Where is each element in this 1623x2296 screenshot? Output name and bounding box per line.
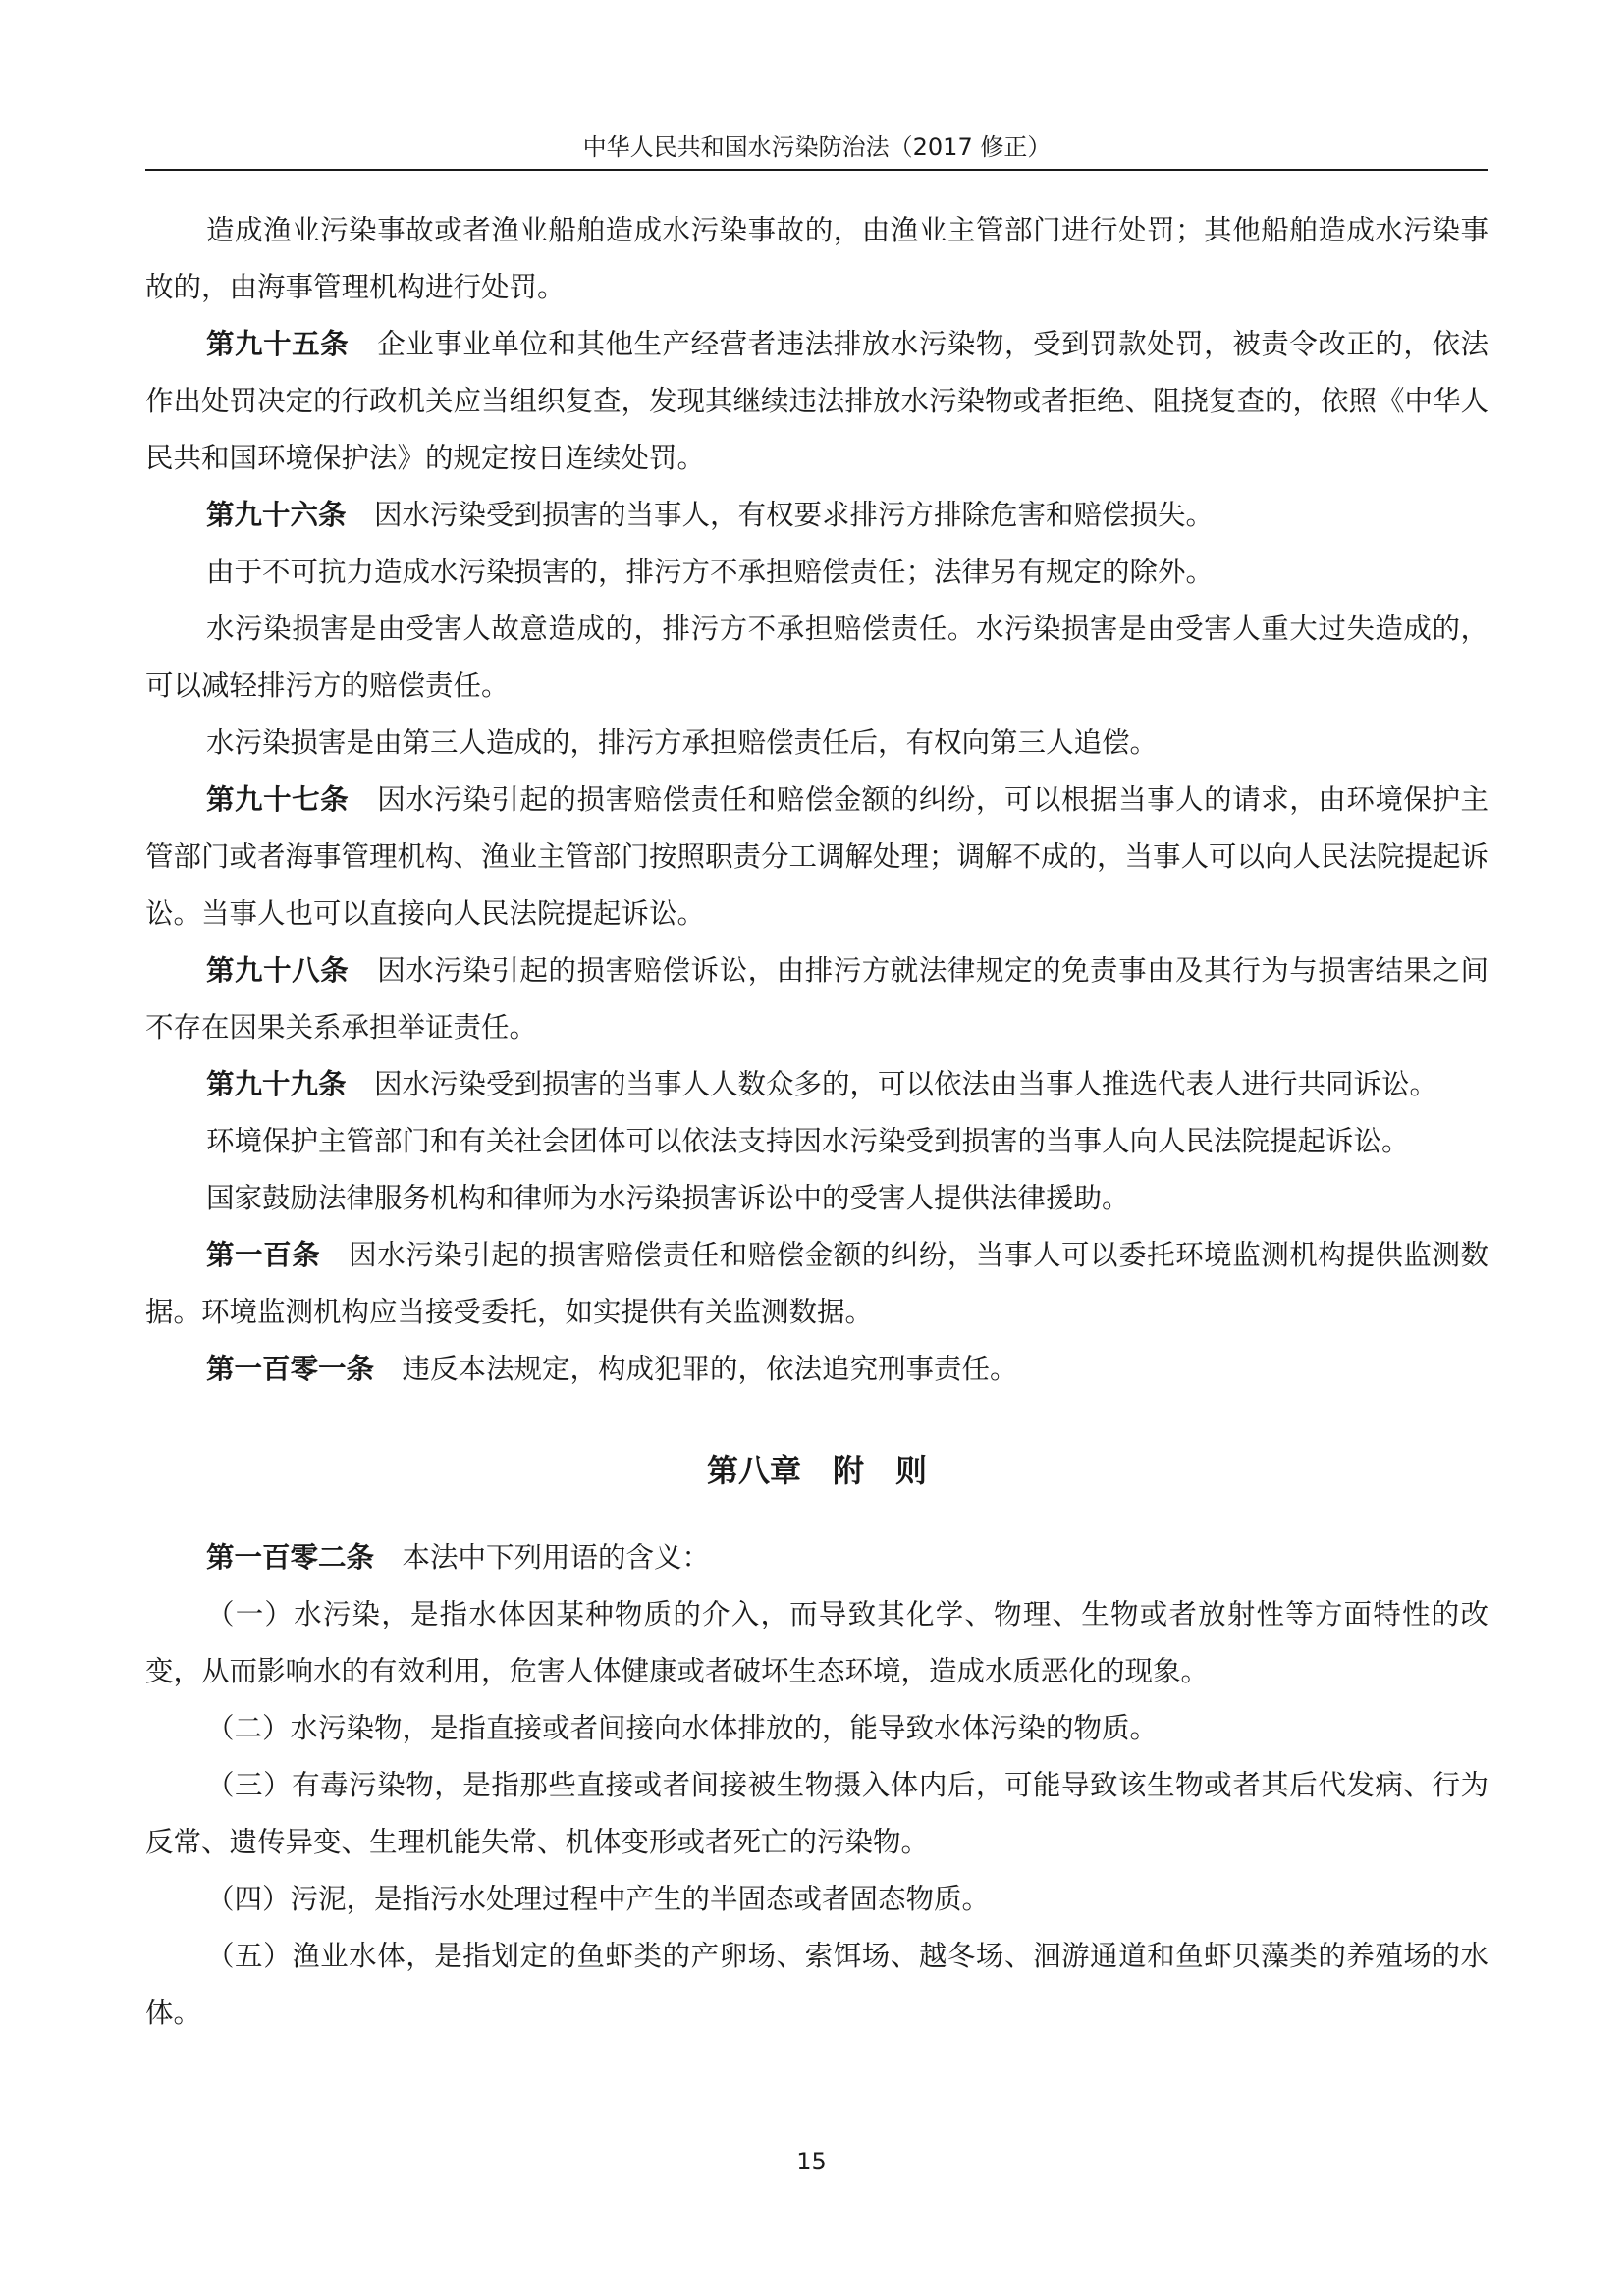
paragraph-text: 因水污染引起的损害赔偿责任和赔偿金额的纠纷，可以根据当事人的请求，由环境保护主管部门或者海事管理机构、渔业主管部门按照职责分工调解处理；调解不成的，当事人可以向人民法院提起诉讼。当事人也可以直接向人民法院提起诉讼。	[145, 783, 1489, 930]
paragraph-text: 企业事业单位和其他生产经营者违法排放水污染物，受到罚款处罚，被责令改正的，依法作出处罚决定的行政机关应当组织复查，发现其继续违法排放水污染物或者拒绝、阻挠复查的，依照《中华人民共和国环境保护法》的规定按日连续处罚。	[145, 328, 1489, 474]
articles-after-chapter	[145, 1529, 1488, 2042]
paragraph-text: 水污染损害是由受害人故意造成的，排污方不承担赔偿责任。水污染损害是由受害人重大过失造成的，可以减轻排污方的赔偿责任。	[145, 613, 1488, 702]
paragraph-text: 因水污染引起的损害赔偿责任和赔偿金额的纠纷，当事人可以委托环境监测机构提供监测数据。环境监测机构应当接受委托，如实提供有关监测数据。	[145, 1239, 1488, 1328]
paragraph-text: 违反本法规定，构成犯罪的，依法追究刑事责任。	[374, 1353, 1018, 1385]
paragraph-text: （二）水污染物，是指直接或者间接向水体排放的，能导致水体污染的物质。	[206, 1712, 1159, 1744]
paragraph-text: 本法中下列用语的含义：	[374, 1541, 711, 1574]
article-number: 第一百零一条	[206, 1353, 375, 1385]
paragraph-text: 因水污染受到损害的当事人人数众多的，可以依法由当事人推选代表人进行共同诉讼。	[346, 1068, 1438, 1100]
paragraph-text: 由于不可抗力造成水污染损害的，排污方不承担赔偿责任；法律另有规定的除外。	[206, 556, 1215, 588]
articles-before-chapter	[145, 202, 1488, 1398]
article-number: 第九十九条	[206, 1068, 347, 1100]
paragraph	[145, 1056, 1488, 1113]
paragraph	[145, 1586, 1488, 1700]
paragraph	[145, 715, 1488, 772]
chapter-heading: 第八章 附 则	[706, 1452, 927, 1489]
page-header-title: 中华人民共和国水污染防治法（2017 修正）	[582, 133, 1052, 161]
paragraph	[145, 1341, 1488, 1398]
paragraph	[145, 772, 1488, 942]
paragraph	[145, 1871, 1488, 1928]
paragraph-text: 水污染损害是由第三人造成的，排污方承担赔偿责任后，有权向第三人追偿。	[206, 726, 1159, 759]
article-number: 第九十八条	[206, 954, 350, 987]
document-body	[145, 202, 1488, 2042]
paragraph	[145, 1113, 1488, 1170]
paragraph	[145, 942, 1488, 1056]
paragraph	[145, 202, 1488, 316]
page-number: 15	[796, 2148, 827, 2175]
paragraph-text: （四）污泥，是指污水处理过程中产生的半固态或者固态物质。	[206, 1883, 991, 1915]
paragraph-text: （三）有毒污染物，是指那些直接或者间接被生物摄入体内后，可能导致该生物或者其后代发病、行为反常、遗传异变、生理机能失常、机体变形或者死亡的污染物。	[145, 1769, 1488, 1858]
paragraph-text: （一）水污染，是指水体因某种物质的介入，而导致其化学、物理、生物或者放射性等方面特性的改变，从而影响水的有效利用，危害人体健康或者破坏生态环境，造成水质恶化的现象。	[145, 1598, 1488, 1687]
header-divider	[145, 169, 1488, 171]
paragraph	[145, 1700, 1488, 1757]
paragraph-text: 因水污染受到损害的当事人，有权要求排污方排除危害和赔偿损失。	[346, 499, 1215, 531]
paragraph-text: 造成渔业污染事故或者渔业船舶造成水污染事故的，由渔业主管部门进行处罚；其他船舶造成水污染事故的，由海事管理机构进行处罚。	[145, 214, 1488, 303]
article-number: 第一百条	[206, 1239, 321, 1271]
paragraph	[145, 1928, 1488, 2042]
paragraph	[145, 1529, 1488, 1586]
paragraph-text: 因水污染引起的损害赔偿诉讼，由排污方就法律规定的免责事由及其行为与损害结果之间不存在因果关系承担举证责任。	[145, 954, 1488, 1043]
paragraph	[145, 1170, 1488, 1227]
paragraph-text: 国家鼓励法律服务机构和律师为水污染损害诉讼中的受害人提供法律援助。	[206, 1182, 1130, 1214]
article-number: 第一百零二条	[206, 1541, 375, 1574]
article-number: 第九十六条	[206, 499, 347, 531]
paragraph	[145, 1227, 1488, 1341]
paragraph	[145, 1757, 1488, 1871]
paragraph-text: 环境保护主管部门和有关社会团体可以依法支持因水污染受到损害的当事人向人民法院提起诉讼。	[206, 1125, 1410, 1157]
paragraph	[145, 487, 1488, 544]
article-number: 第九十七条	[206, 783, 350, 816]
paragraph	[145, 316, 1488, 487]
paragraph-text: （五）渔业水体，是指划定的鱼虾类的产卵场、索饵场、越冬场、洄游通道和鱼虾贝藻类的养殖场的水体。	[145, 1940, 1488, 2029]
article-number: 第九十五条	[206, 328, 350, 360]
paragraph	[145, 601, 1488, 715]
paragraph	[145, 544, 1488, 601]
